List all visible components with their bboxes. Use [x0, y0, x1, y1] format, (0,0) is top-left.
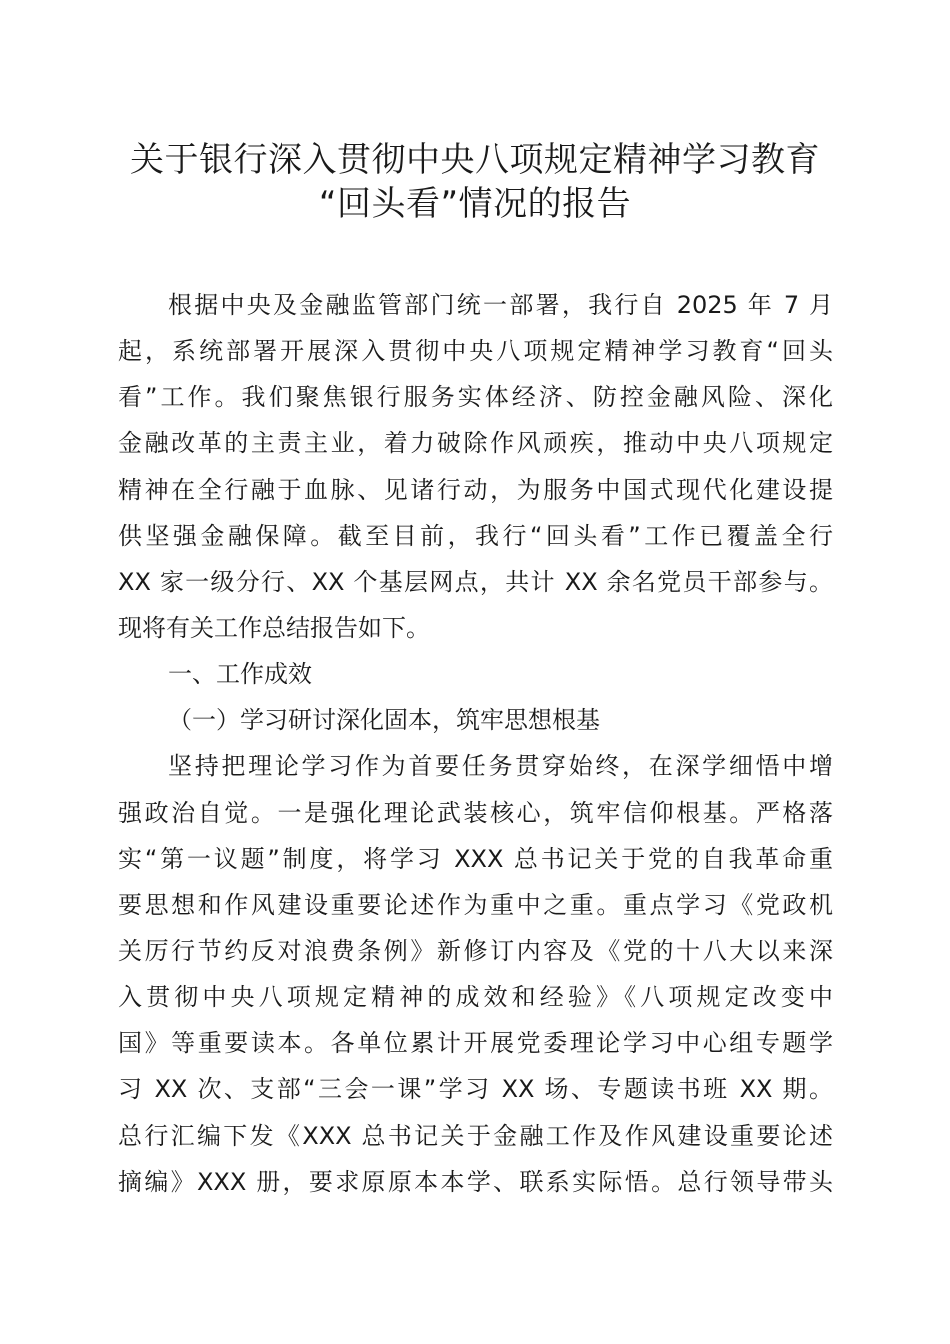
body-text-line: 关厉行节约反对浪费条例》新修订内容及《党的十八大以来深 — [118, 936, 833, 965]
body-text-line: 习 XX 次、支部“三会一课”学习 XX 场、专题读书班 XX 期。 — [118, 1075, 833, 1104]
body-text-line: 入贯彻中央八项规定精神的成效和经验》《八项规定改变中 — [118, 983, 833, 1012]
body-text-line: 实“第一议题”制度，将学习 XXX 总书记关于党的自我革命重 — [118, 844, 833, 873]
body-text-line: 现将有关工作总结报告如下。 — [118, 613, 430, 642]
body-text-line: 强政治自觉。一是强化理论武装核心，筑牢信仰根基。严格落 — [118, 798, 833, 827]
body-text-line: 根据中央及金融监管部门统一部署，我行自 2025 年 7 月 — [168, 291, 833, 319]
title-line: 关于银行深入贯彻中央八项规定精神学习教育 — [130, 140, 820, 180]
body-text-line: （一）学习研讨深化固本，筑牢思想根基 — [168, 706, 600, 735]
body-text-line: 摘编》XXX 册，要求原原本本学、联系实际悟。总行领导带头 — [118, 1167, 833, 1196]
body-text-line: 起，系统部署开展深入贯彻中央八项规定精神学习教育“回头 — [118, 337, 833, 366]
body-text-line: 要思想和作风建设重要论述作为重中之重。重点学习《党政机 — [118, 890, 833, 919]
body-text-line: 金融改革的主责主业，着力破除作风顽疾，推动中央八项规定 — [118, 429, 833, 458]
body-text-line: XX 家一级分行、XX 个基层网点，共计 XX 余名党员干部参与。 — [118, 567, 833, 596]
title-line: “回头看”情况的报告 — [318, 184, 632, 224]
body-text-line: 供坚强金融保障。截至目前，我行“回头看”工作已覆盖全行 — [118, 521, 833, 550]
body-text-line: 坚持把理论学习作为首要任务贯穿始终，在深学细悟中增 — [168, 752, 833, 781]
body-text-line: 看”工作。我们聚焦银行服务实体经济、防控金融风险、深化 — [118, 383, 833, 412]
body-text-line: 国》等重要读本。各单位累计开展党委理论学习中心组专题学 — [118, 1029, 833, 1058]
body-text-line: 精神在全行融于血脉、见诸行动，为服务中国式现代化建设提 — [118, 475, 833, 504]
body-text-line: 总行汇编下发《XXX 总书记关于金融工作及作风建设重要论述 — [118, 1121, 833, 1150]
document-body — [118, 282, 833, 1205]
body-text-line: 一、工作成效 — [168, 660, 312, 689]
document-title — [80, 138, 870, 226]
